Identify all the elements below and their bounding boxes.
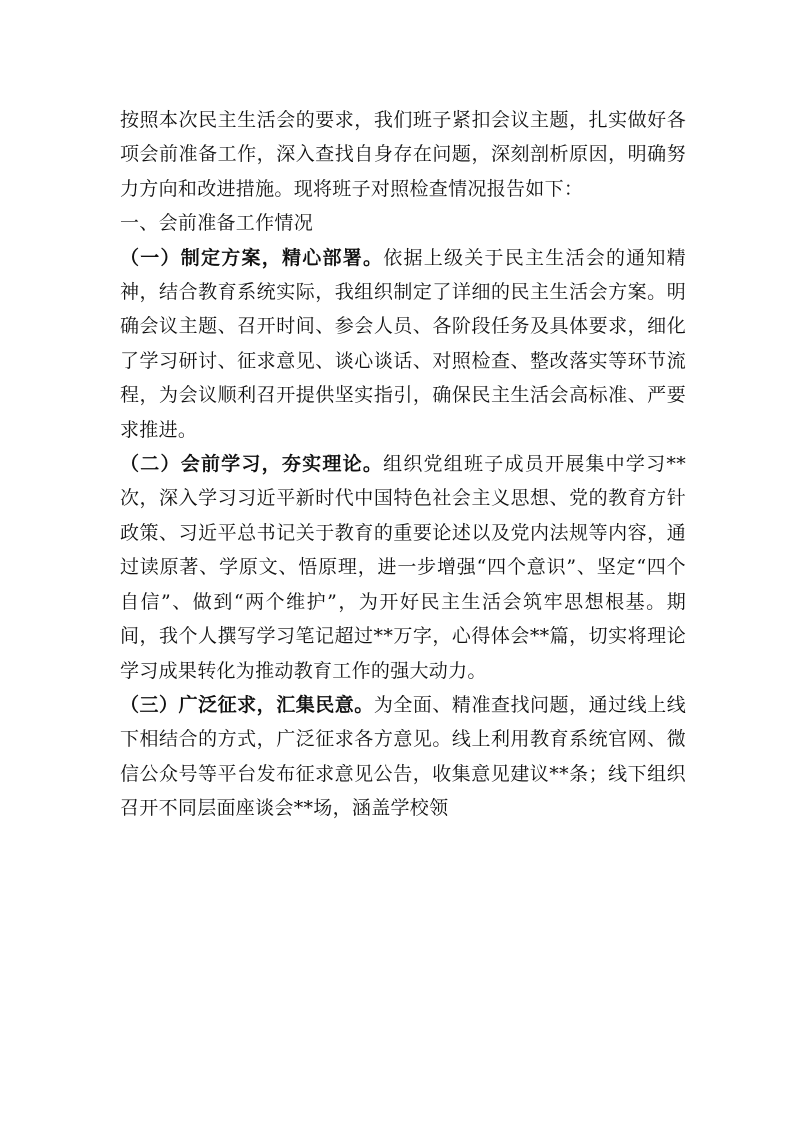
item-body-2: 组织党组班子成员开展集中学习**次，深入学习习近平新时代中国特色社会主义思想、党的教育方针政策、习近平总书记关于教育的重要论述以及党内法规等内容，通过读原著、学原文、悟原理，进一步增强“四个意识”、坚定“四个自信”、做到“两个维护”，为开好民主生活会筑牢思想根基。期间，我个人撰写学习笔记超过**万字，心得体会**篇，切实将理论学习成果转化为推动教育工作的强大动力。 <box>120 453 686 682</box>
item-lead-3: （三）广泛征求，汇集民意。 <box>120 693 374 716</box>
section-heading: 一、会前准备工作情况 <box>120 212 314 235</box>
item-lead-1: （一）制定方案，精心部署。 <box>120 246 384 269</box>
item-paragraph-3 <box>120 688 686 826</box>
item-paragraph-1 <box>120 241 686 447</box>
item-paragraph-2 <box>120 447 686 688</box>
item-lead-2: （二）会前学习，夯实理论。 <box>120 453 384 476</box>
intro-paragraph: 按照本次民主生活会的要求，我们班子紧扣会议主题，扎实做好各项会前准备工作，深入查找自身存在问题，深刻剖析原因，明确努力方向和改进措施。现将班子对照检查情况报告如下： <box>120 109 686 200</box>
item-body-3: 为全面、精准查找问题，通过线上线下相结合的方式，广泛征求各方意见。线上利用教育系统官网、微信公众号等平台发布征求意见公告，收集意见建议**条；线下组织召开不同层面座谈会**场，涵盖学校领 <box>120 693 686 820</box>
item-body-1: 依据上级关于民主生活会的通知精神，结合教育系统实际，我组织制定了详细的民主生活会方案。明确会议主题、召开时间、参会人员、各阶段任务及具体要求，细化了学习研讨、征求意见、谈心谈话、对照检查、整改落实等环节流程，为会议顺利召开提供坚实指引，确保民主生活会高标准、严要求推进。 <box>120 246 686 441</box>
document-page <box>120 103 686 826</box>
